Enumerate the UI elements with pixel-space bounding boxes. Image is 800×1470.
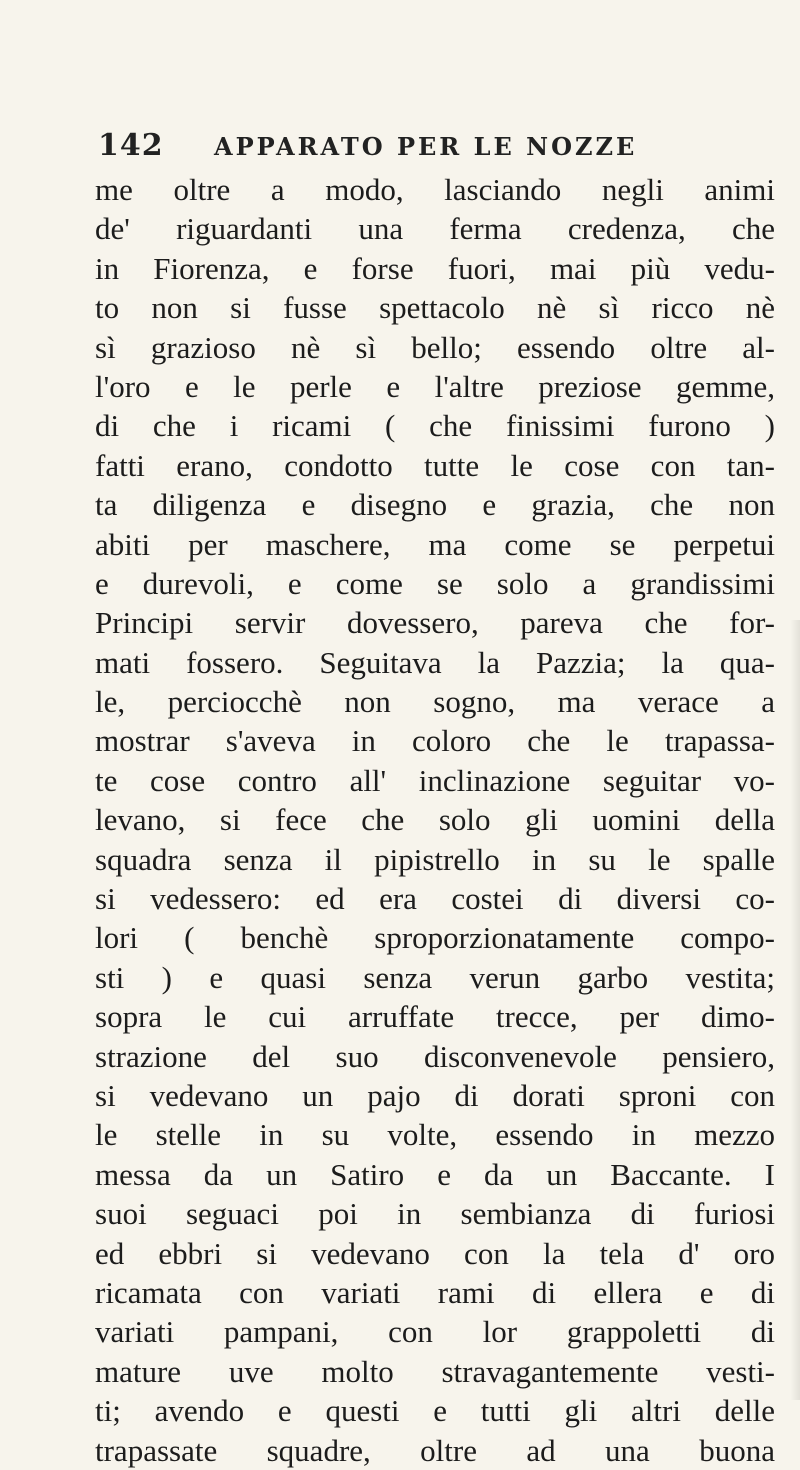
text-line-10: abiti per maschere, ma come se perpetui xyxy=(95,526,775,562)
text-line-19: si vedessero: ed era costei di diversi co- xyxy=(95,881,775,917)
text-line-22: sopra le cui arruffate trecce, per dimo- xyxy=(95,999,775,1035)
text-line-8: fatti erano, condotto tutte le cose con tan- xyxy=(95,447,775,483)
text-line-31: mature uve molto stravagantemente vesti- xyxy=(95,1353,775,1389)
running-head xyxy=(98,128,754,168)
running-title: APPARATO PER LE NOZZE xyxy=(214,132,638,161)
text-line-21: sti ) e quasi senza verun garbo vestita; xyxy=(95,959,775,995)
text-line-17: levano, si fece che solo gli uomini della xyxy=(95,802,775,838)
text-line-26: messa da un Satiro e da un Baccante. I xyxy=(95,1156,775,1192)
text-line-18: squadra senza il pipistrello in su le spalle xyxy=(95,841,775,877)
text-line-28: ed ebbri si vedevano con la tela d' oro xyxy=(95,1235,775,1271)
text-line-1: me oltre a modo, lasciando negli animi xyxy=(95,172,775,207)
text-line-25: le stelle in su volte, essendo in mezzo xyxy=(95,1117,775,1153)
text-line-2: de' riguardanti una ferma credenza, che xyxy=(95,211,775,247)
text-line-15: mostrar s'aveva in coloro che le trapassa- xyxy=(95,723,775,759)
text-line-14: le, perciocchè non sogno, ma verace a xyxy=(95,684,775,720)
text-line-11: e durevoli, e come se solo a grandissimi xyxy=(95,565,775,601)
text-line-16: te cose contro all' inclinazione seguitar vo- xyxy=(95,762,775,798)
text-line-23: strazione del suo disconvenevole pensiero, xyxy=(95,1038,775,1074)
text-line-9: ta diligenza e disegno e grazia, che non xyxy=(95,487,775,523)
text-line-12: Principi servir dovessero, pareva che for- xyxy=(95,605,775,641)
text-line-20: lori ( benchè sproporzionatamente compo- xyxy=(95,920,775,956)
page-number: 142 xyxy=(98,128,164,163)
page-edge-shadow xyxy=(790,620,800,1400)
text-line-6: l'oro e le perle e l'altre preziose gemme, xyxy=(95,368,775,404)
text-line-24: si vedevano un pajo di dorati sproni con xyxy=(95,1077,775,1113)
text-line-32: ti; avendo e questi e tutti gli altri delle xyxy=(95,1393,775,1429)
text-line-4: to non si fusse spettacolo nè sì ricco nè xyxy=(95,290,775,326)
text-line-3: in Fiorenza, e forse fuori, mai più vedu- xyxy=(95,250,775,286)
text-line-33: trapassate squadre, oltre ad una buona xyxy=(95,1432,775,1468)
text-line-29: ricamata con variati rami di ellera e di xyxy=(95,1274,775,1310)
text-line-27: suoi seguaci poi in sembianza di furiosi xyxy=(95,1196,775,1232)
body-text xyxy=(95,170,775,1470)
text-line-7: di che i ricami ( che finissimi furono ) xyxy=(95,408,775,444)
text-line-13: mati fossero. Seguitava la Pazzia; la qua- xyxy=(95,644,775,680)
text-line-5: sì grazioso nè sì bello; essendo oltre al- xyxy=(95,329,775,365)
text-line-30: variati pampani, con lor grappoletti di xyxy=(95,1314,775,1350)
